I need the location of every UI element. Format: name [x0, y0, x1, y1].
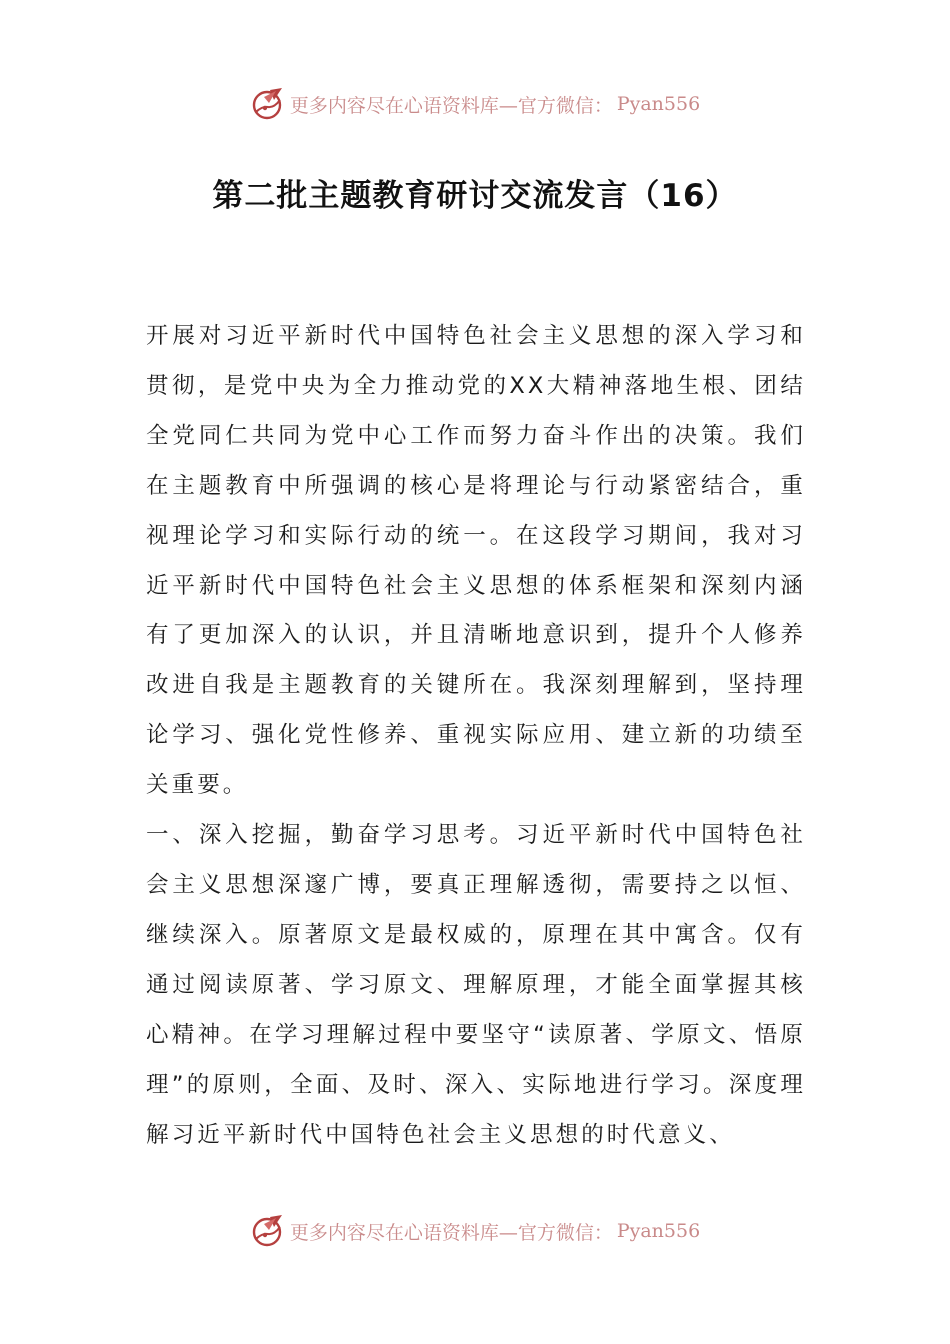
document-title: 第二批主题教育研讨交流发言（16） — [212, 178, 738, 214]
pen-logo-icon — [250, 86, 286, 122]
header-banner-text: 更多内容尽在心语资料库—官方微信： — [289, 94, 613, 117]
header-wechat-id: Pyan556 — [616, 93, 701, 115]
document-body — [146, 312, 806, 1160]
header-banner — [0, 84, 950, 124]
paragraph-section-one: 一、深入挖掘，勤奋学习思考。习近平新时代中国特色社会主义思想深邃广博，要真正理解透彻，需要持之以恒、继续深入。原著原文是最权威的，原理在其中寓含。仅有通过阅读原著、学习原文、理解原理，才能全面掌握其核心精神。在学习理解过程中要坚守“读原著、学原文、悟原理”的原则，全面、及时、深入、实际地进行学习。深度理解习近平新时代中国特色社会主义思想的时代意义、 — [146, 822, 806, 1148]
footer-banner-content — [250, 1213, 700, 1249]
header-banner-content — [250, 86, 700, 122]
footer-banner — [0, 1211, 950, 1251]
pen-logo-icon — [250, 1213, 286, 1249]
footer-banner-text: 更多内容尽在心语资料库—官方微信： — [289, 1221, 613, 1244]
footer-wechat-id: Pyan556 — [616, 1220, 701, 1242]
paragraph-intro: 开展对习近平新时代中国特色社会主义思想的深入学习和贯彻，是党中央为全力推动党的XX大精神落地生根、团结全党同仁共同为党中心工作而努力奋斗作出的决策。我们在主题教育中所强调的核心是将理论与行动紧密结合，重视理论学习和实际行动的统一。在这段学习期间，我对习近平新时代中国特色社会主义思想的体系框架和深刻内涵有了更加深入的认识，并且清晰地意识到，提升个人修养改进自我是主题教育的关键所在。我深刻理解到，坚持理论学习、强化党性修养、重视实际应用、建立新的功绩至关重要。 — [146, 323, 806, 799]
